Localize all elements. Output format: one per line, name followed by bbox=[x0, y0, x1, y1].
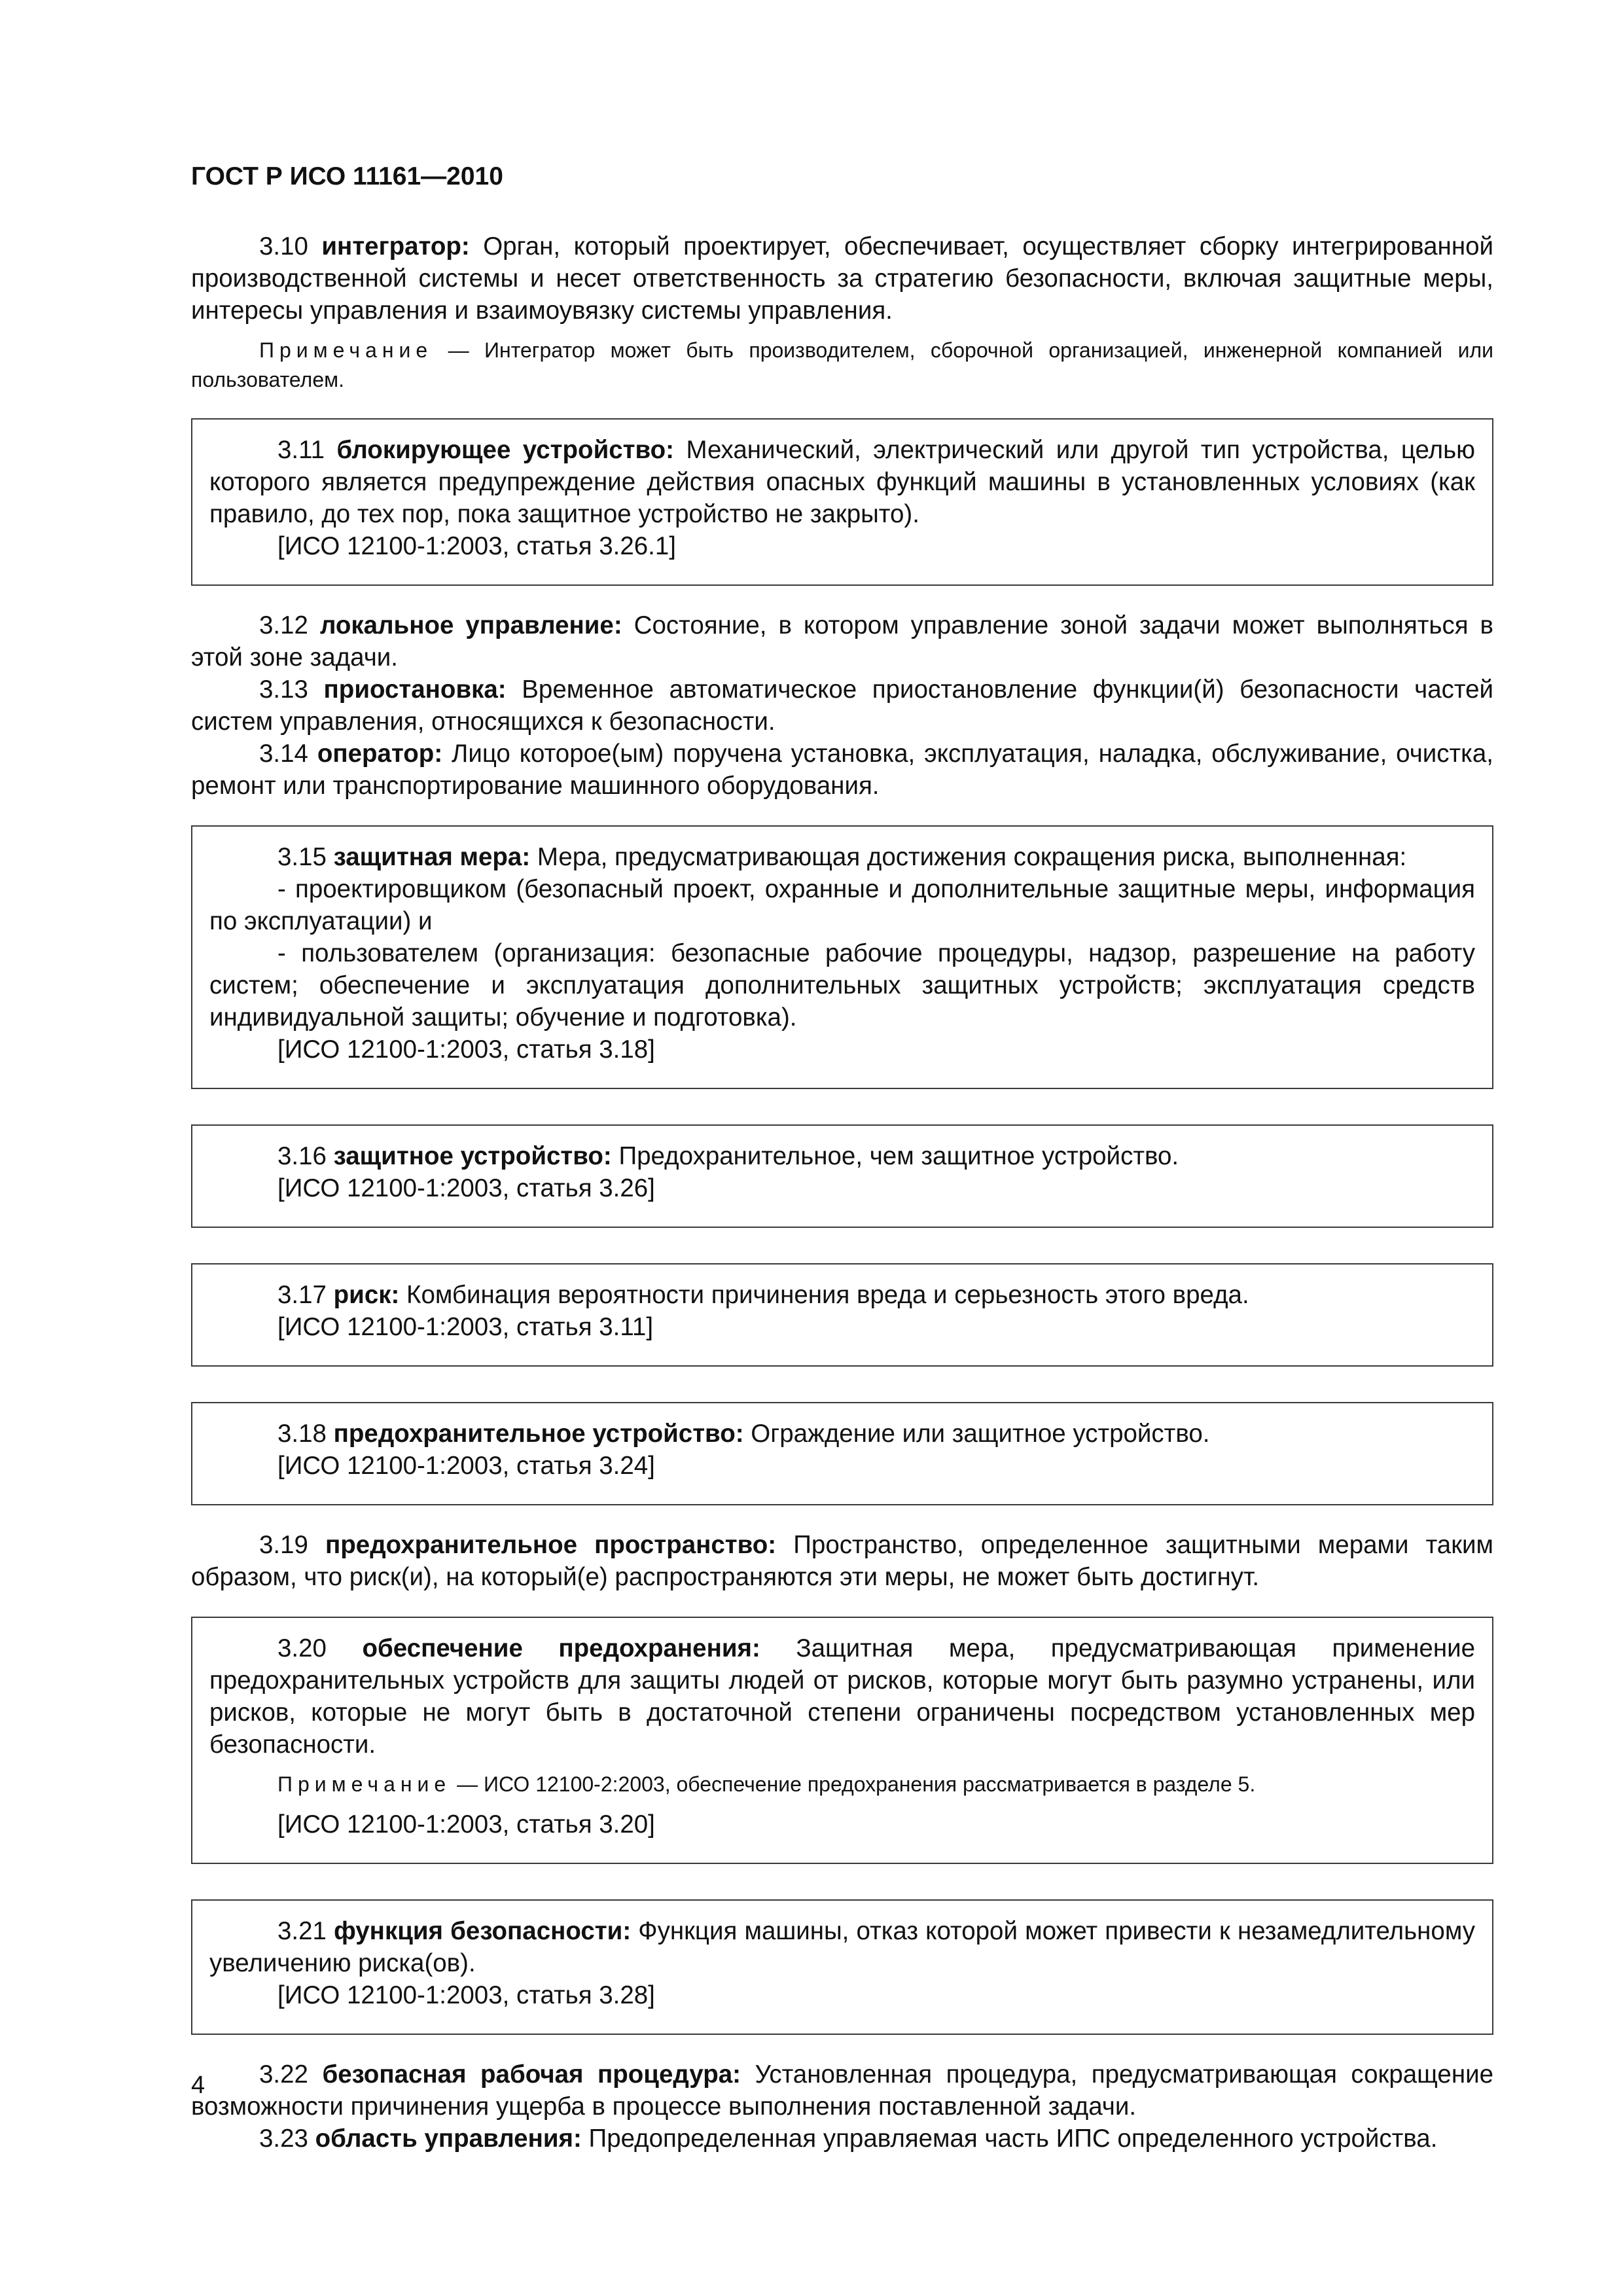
definition-3-19 bbox=[191, 1529, 1493, 1593]
term: предохранительное устройство: bbox=[333, 1420, 744, 1448]
definition-text: Мера, предусматривающая достижения сокращения риска, выполненная: bbox=[537, 843, 1407, 871]
term: интегратор: bbox=[321, 232, 470, 260]
definition-3-17 bbox=[209, 1279, 1475, 1311]
entry-number: 3.11 bbox=[277, 436, 325, 464]
definition-3-12 bbox=[191, 609, 1493, 673]
definition-text: Пространство, определенное защитными мерами таким образом, что риск(и), на который(е) распространяются эти меры, не может быть достигнут. bbox=[191, 1531, 1494, 1591]
term: защитная мера: bbox=[333, 843, 531, 871]
entry-number: 3.14 bbox=[259, 740, 308, 768]
list-item: - пользователем (организация: безопасные рабочие процедуры, надзор, разрешение на работу систем; обеспечение и эксплуатация дополнительных защитных устройств; эксплуатация средств индивидуальной защиты; обучение и подготовка). bbox=[209, 939, 1475, 1031]
entry-number: 3.15 bbox=[277, 843, 327, 871]
definition-3-15 bbox=[209, 841, 1475, 873]
definition-box-3-11 bbox=[191, 418, 1493, 586]
definition-box-3-21 bbox=[191, 1899, 1493, 2035]
definition-text: Предопределенная управляемая часть ИПС определенного устройства. bbox=[588, 2125, 1438, 2153]
page-number: 4 bbox=[191, 2072, 205, 2099]
entry-number: 3.12 bbox=[259, 611, 308, 639]
term: предохранительное пространство: bbox=[325, 1531, 777, 1559]
note-text: — Интегратор может быть производителем, сборочной организацией, инженерной компанией или пользователем. bbox=[191, 338, 1493, 391]
source-reference: [ИСО 12100-1:2003, статья 3.20] bbox=[277, 1810, 655, 1839]
document-header: ГОСТ Р ИСО 11161—2010 bbox=[191, 162, 503, 190]
definition-box-3-16 bbox=[191, 1124, 1493, 1228]
entry-number: 3.16 bbox=[277, 1142, 327, 1170]
document-page bbox=[191, 161, 1493, 2155]
definition-3-10 bbox=[191, 230, 1493, 327]
note-label: Примечание bbox=[277, 1772, 452, 1796]
source-reference: [ИСО 12100-1:2003, статья 3.26] bbox=[277, 1174, 655, 1202]
definition-3-13 bbox=[191, 673, 1493, 738]
definition-box-3-18 bbox=[191, 1402, 1493, 1505]
source-reference: [ИСО 12100-1:2003, статья 3.18] bbox=[277, 1035, 655, 1064]
source-reference: [ИСО 12100-1:2003, статья 3.24] bbox=[277, 1452, 655, 1480]
definition-3-16 bbox=[209, 1140, 1475, 1172]
note-text: — ИСО 12100-2:2003, обеспечение предохранения рассматривается в разделе 5. bbox=[451, 1772, 1256, 1796]
entry-number: 3.20 bbox=[277, 1634, 327, 1662]
definition-text: Состояние, в котором управление зоной задачи может выполняться в этой зоне задачи. bbox=[191, 611, 1493, 672]
source-reference: [ИСО 12100-1:2003, статья 3.28] bbox=[277, 1981, 655, 2009]
definition-3-21 bbox=[209, 1915, 1475, 1979]
definition-text: Комбинация вероятности причинения вреда и серьезность этого вреда. bbox=[406, 1281, 1249, 1309]
entry-number: 3.22 bbox=[259, 2060, 308, 2089]
term: безопасная рабочая процедура: bbox=[322, 2060, 741, 2089]
term: защитное устройство: bbox=[333, 1142, 612, 1170]
definition-box-3-15 bbox=[191, 825, 1493, 1089]
note-label: Примечание bbox=[259, 338, 433, 362]
source-reference: [ИСО 12100-1:2003, статья 3.26.1] bbox=[277, 532, 676, 560]
definition-text: Установленная процедура, предусматривающая сокращение возможности причинения ущерба в процессе выполнения поставленной задачи. bbox=[191, 2060, 1494, 2121]
definition-3-22 bbox=[191, 2058, 1493, 2123]
definition-text: Лицо которое(ым) поручена установка, эксплуатация, наладка, обслуживание, очистка, ремонт или транспортирование машинного оборудования. bbox=[191, 740, 1493, 800]
entry-number: 3.13 bbox=[259, 675, 308, 704]
definition-text: Механический, электрический или другой тип устройства, целью которого является предупреждение действия опасных функций машины в установленных условиях (как правило, до тех пор, пока защитное устройство не закрыто). bbox=[209, 436, 1476, 528]
definition-3-11 bbox=[209, 434, 1475, 530]
term: локальное управление: bbox=[319, 611, 622, 639]
term: блокирующее устройство: bbox=[336, 436, 674, 464]
note-3-10 bbox=[191, 336, 1493, 395]
definition-box-3-20 bbox=[191, 1617, 1493, 1864]
term: функция безопасности: bbox=[334, 1917, 632, 1945]
note-3-20 bbox=[209, 1770, 1475, 1799]
entry-number: 3.23 bbox=[259, 2125, 308, 2153]
definition-text: Временное автоматическое приостановление функции(й) безопасности частей систем управления, относящихся к безопасности. bbox=[191, 675, 1493, 736]
definition-3-14 bbox=[191, 738, 1493, 802]
term: оператор: bbox=[317, 740, 443, 768]
entry-number: 3.17 bbox=[277, 1281, 327, 1309]
definition-text: Предохранительное, чем защитное устройство. bbox=[618, 1142, 1179, 1170]
definition-box-3-17 bbox=[191, 1263, 1493, 1367]
definition-text: Ограждение или защитное устройство. bbox=[751, 1420, 1210, 1448]
definition-3-18 bbox=[209, 1418, 1475, 1450]
term: риск: bbox=[333, 1281, 400, 1309]
term: область управления: bbox=[315, 2125, 582, 2153]
list-item: - проектировщиком (безопасный проект, охранные и дополнительные защитные меры, информация по эксплуатации) и bbox=[209, 875, 1475, 935]
entry-number: 3.21 bbox=[277, 1917, 327, 1945]
entry-number: 3.10 bbox=[259, 232, 308, 260]
source-reference: [ИСО 12100-1:2003, статья 3.11] bbox=[277, 1313, 654, 1341]
definition-text: Функция машины, отказ которой может привести к незамедлительному увеличению риска(ов). bbox=[209, 1917, 1475, 1977]
term: обеспечение предохранения: bbox=[362, 1634, 760, 1662]
term: приостановка: bbox=[323, 675, 507, 704]
definition-text: Орган, который проектирует, обеспечивает, осуществляет сборку интегрированной производственной системы и несет ответственность за стратегию безопасности, включая защитные меры, интересы управления и взаимоувязку системы управления. bbox=[191, 232, 1493, 325]
definition-3-23 bbox=[191, 2123, 1493, 2155]
definition-3-20 bbox=[209, 1632, 1475, 1761]
entry-number: 3.18 bbox=[277, 1420, 327, 1448]
definition-text: Защитная мера, предусматривающая применение предохранительных устройств для защиты людей от рисков, которые могут быть разумно устранены, или рисков, которые не могут быть в достаточной степени ограничены посредством установленных мер безопасности. bbox=[209, 1634, 1475, 1759]
entry-number: 3.19 bbox=[259, 1531, 308, 1559]
